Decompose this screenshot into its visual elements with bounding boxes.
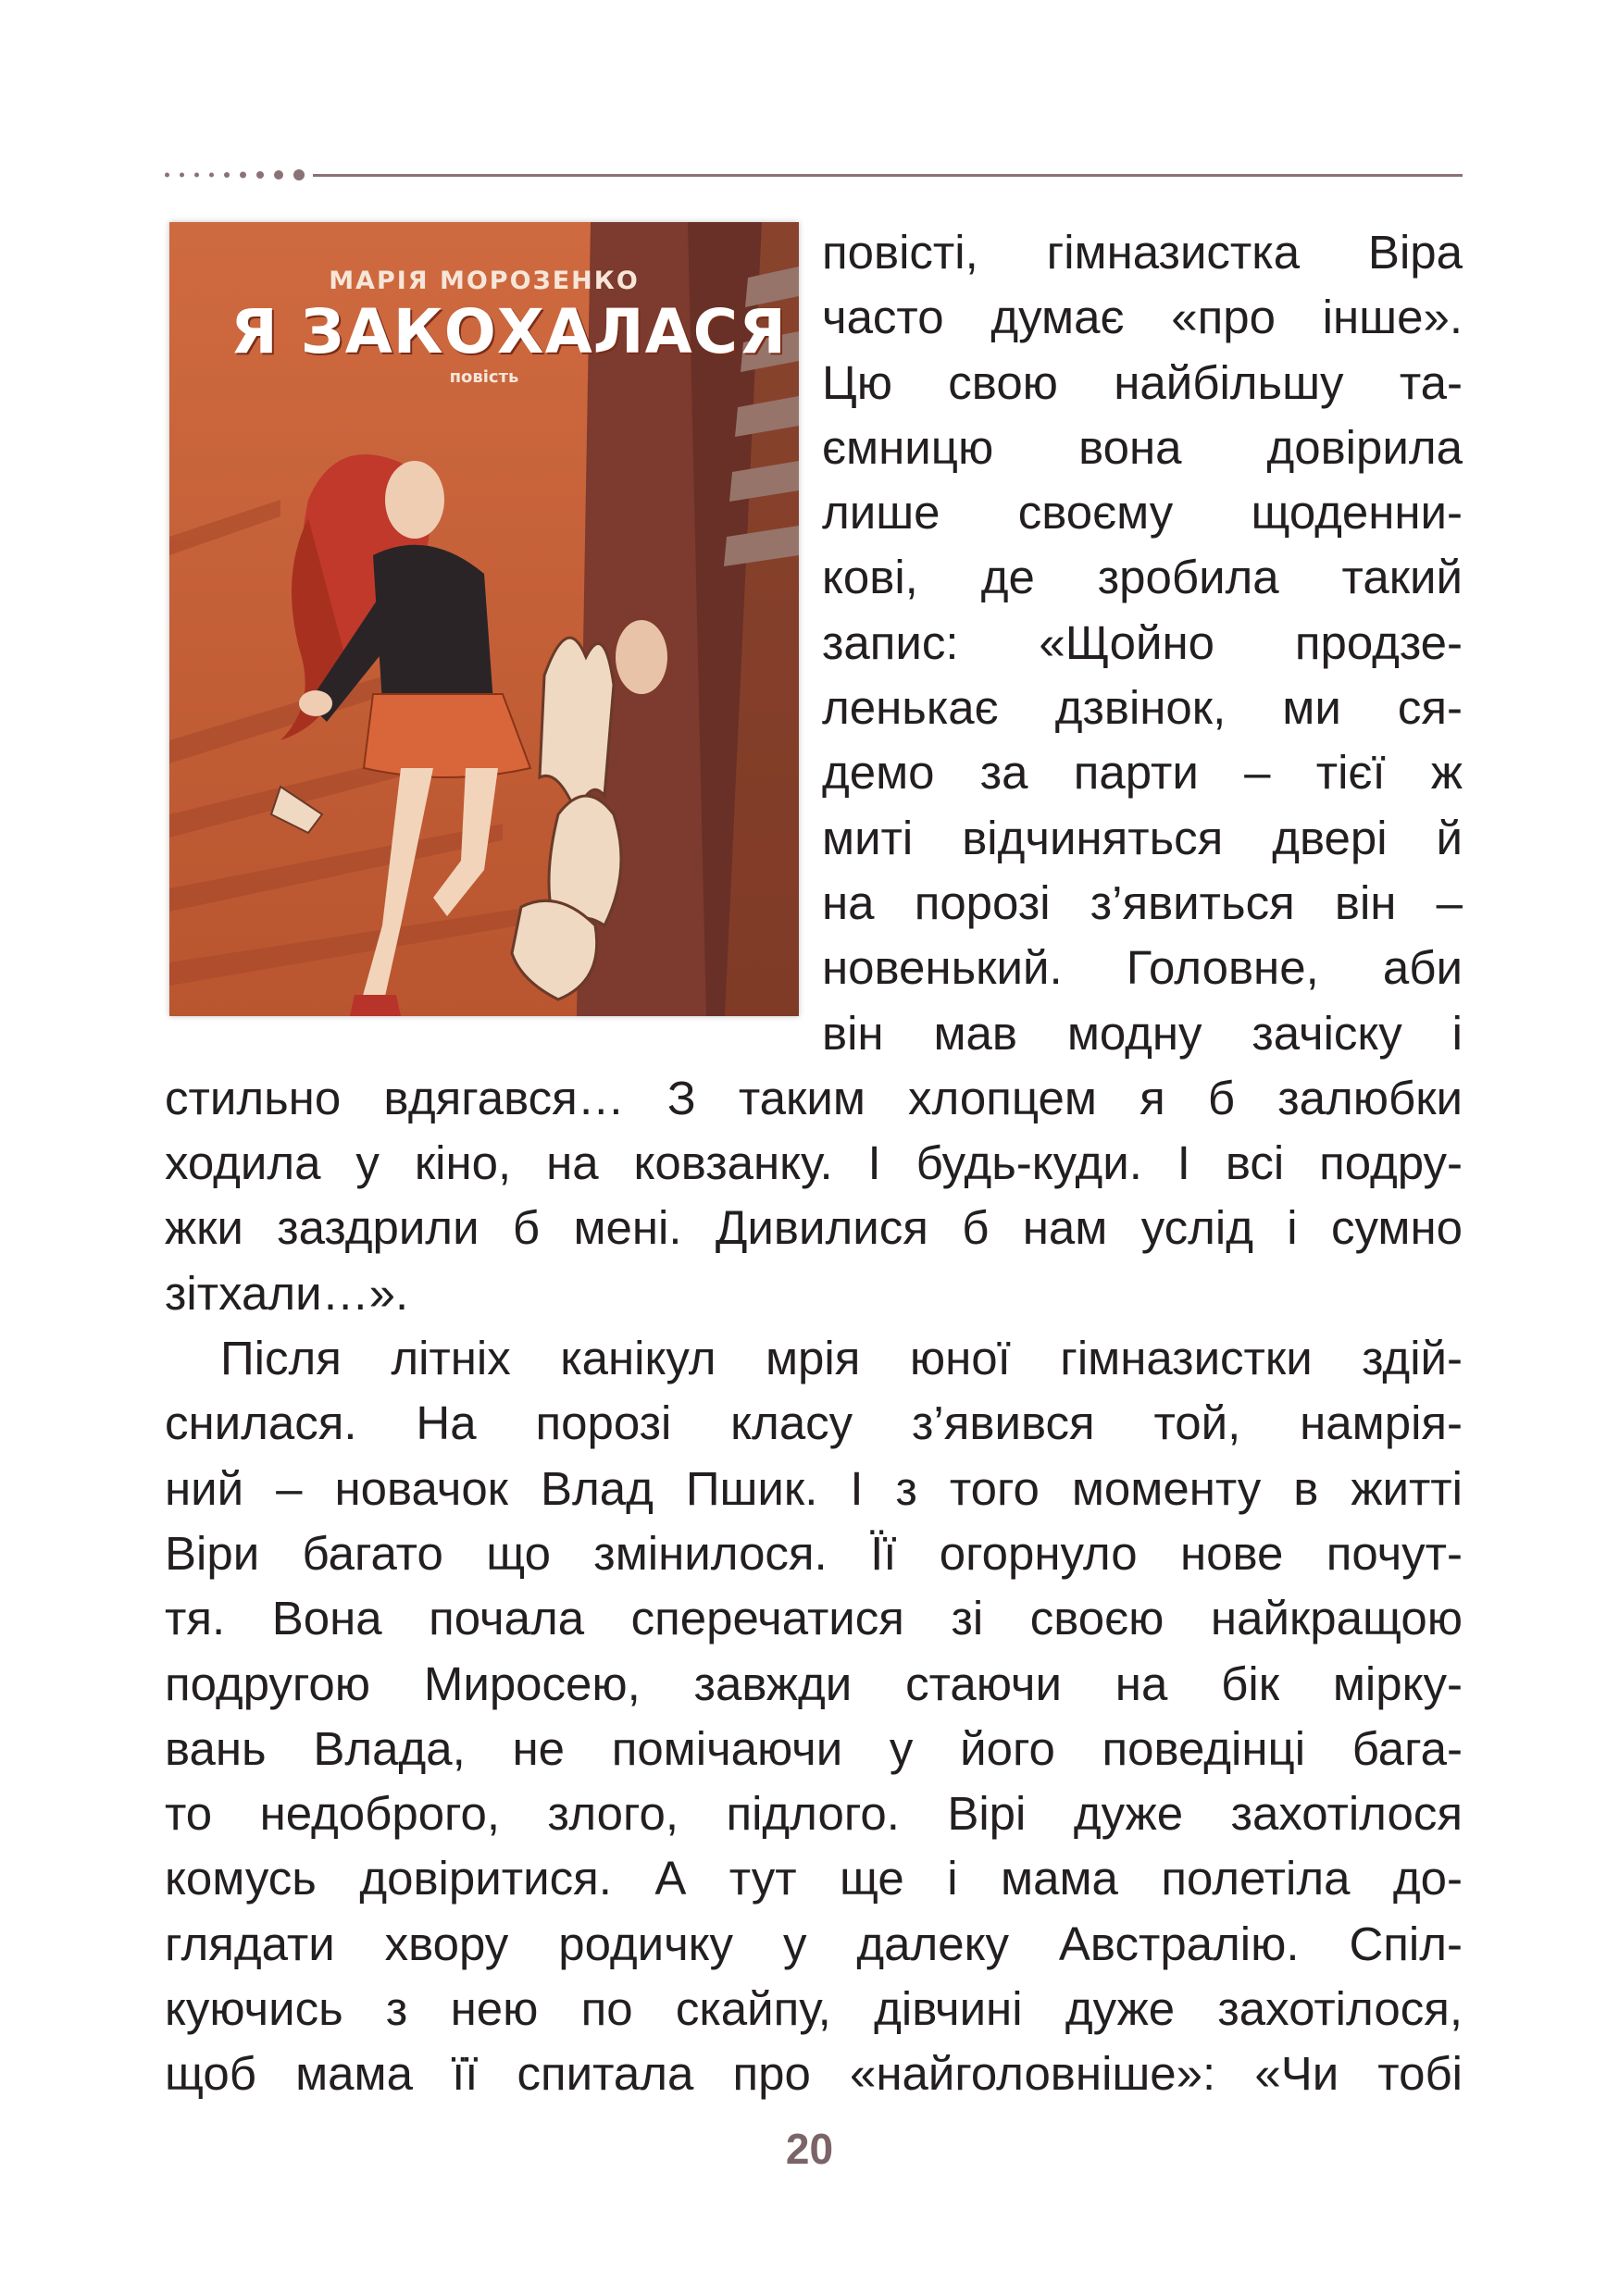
text-line: часто думає «про інше».: [822, 291, 1463, 344]
text-line: ходила у кіно, на ковзанку. І будь-куди. І всі подру-: [165, 1136, 1463, 1190]
text-line: Віри багато що змінилося. Її огорнуло нове почут-: [165, 1526, 1463, 1580]
header-dot: [224, 172, 230, 178]
text-line: кові, де зробила такий: [822, 551, 1463, 604]
text-line: то недоброго, злого, підлого. Вірі дуже захотілося: [165, 1787, 1463, 1841]
header-dot: [165, 173, 169, 178]
text-line: жки заздрили б мені. Дивилися б нам услід і сумно: [165, 1201, 1463, 1255]
page-number: 20: [785, 2125, 834, 2173]
text-line: запис: «Щойно продзе-: [822, 615, 1463, 669]
text-line: повісті, гімназистка Віра: [822, 226, 1463, 279]
text-line: снилася. На порозі класу з’явився той, намрія-: [165, 1396, 1463, 1450]
text-line: лише своєму щоденни-: [822, 486, 1463, 540]
cover-genre: повість: [449, 367, 519, 387]
text-line: подругою Миросею, завжди стаючи на бік мірку-: [165, 1657, 1463, 1710]
text-line: Після літніх канікул мрія юної гімназистки здій-: [220, 1332, 1463, 1385]
text-line: стильно вдягався… З таким хлопцем я б залюбки: [165, 1071, 1463, 1124]
header-dots: [165, 168, 313, 181]
text-line: зітхали…».: [165, 1266, 409, 1320]
text-line: він мав модну зачіску і: [822, 1006, 1463, 1060]
text-line: ленькає дзвінок, ми ся-: [822, 681, 1463, 735]
text-line: Цю свою найбільшу та-: [822, 355, 1463, 409]
header-dot: [240, 172, 246, 179]
text-line: тя. Вона почала сперечатися зі своєю найкращою: [165, 1592, 1463, 1645]
text-line: куючись з нею по скайпу, дівчині дуже захотілося,: [165, 1982, 1463, 2036]
header-dot: [180, 173, 184, 178]
header-dot: [256, 171, 264, 179]
text-line: ний – новачок Влад Пшик. І з того моменту в житті: [165, 1461, 1463, 1515]
header-dot: [274, 170, 283, 180]
text-line: демо за парти – тієї ж: [822, 746, 1463, 800]
text-line: миті відчиняться двері й: [822, 811, 1463, 864]
text-line: комусь довіритися. А тут ще і мама полетіла до-: [165, 1852, 1463, 1905]
text-line: на порозі з’явиться він –: [822, 875, 1463, 929]
cover-author: МАРІЯ МОРОЗЕНКО: [329, 267, 640, 295]
header-rule: [165, 168, 1463, 181]
text-line: ємницю вона довірила: [822, 420, 1463, 474]
header-dot: [194, 173, 199, 178]
header-dot: [293, 169, 305, 180]
header-line: [313, 174, 1463, 177]
body-text: [165, 220, 1463, 2107]
header-dot: [209, 173, 214, 178]
text-line: глядати хвору родичку у далеку Австралію. Спіл-: [165, 1917, 1463, 1970]
text-line: новенький. Головне, аби: [822, 941, 1463, 995]
text-line: щоб мама її спитала про «найголовніше»: «Чи тобі: [165, 2047, 1463, 2101]
text-line: вань Влада, не помічаючи у його поведінці бага-: [165, 1721, 1463, 1775]
cover-title: Я ЗАКОХАЛАСЯ: [230, 296, 787, 367]
